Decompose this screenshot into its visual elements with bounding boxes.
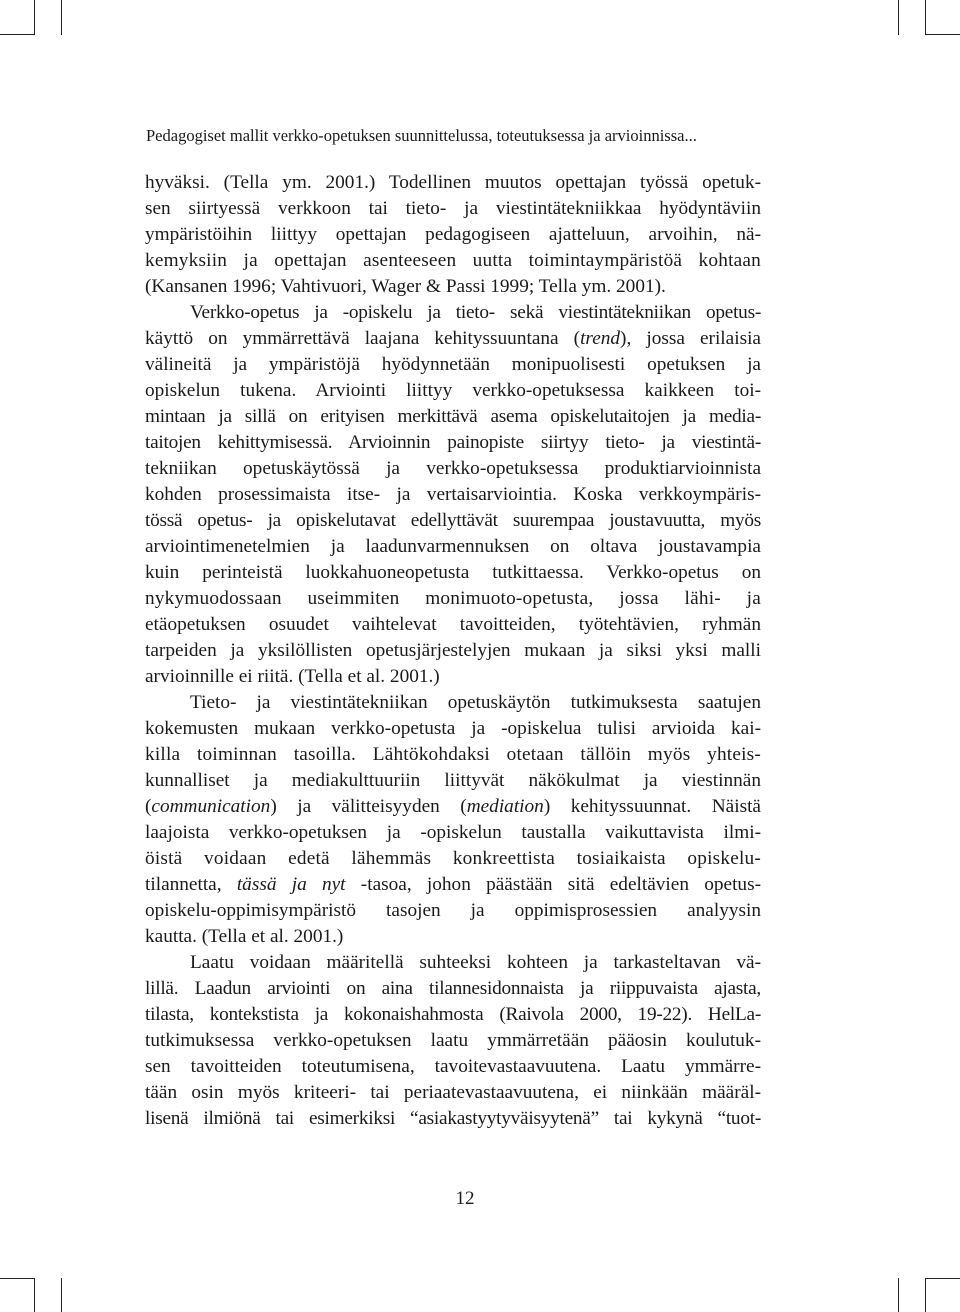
text-line: (communication) ja välitteisyyden (mediation) kehityssuunnat. Näistä [145,796,761,817]
text-line: taitojen kehittymisessä. Arvioinnin painopiste siirtyy tieto- ja viestintä- [145,432,761,453]
text-line: kunnalliset ja mediakulttuuriin liittyvät näkökulmat ja viestinnän [145,770,761,791]
text-line: sen siirtyessä verkkoon tai tieto- ja viestintätekniikkaa hyödyntäviin [145,198,761,219]
text-line: tekniikan opetuskäytössä ja verkko-opetuksessa produktiarvioinnista [145,458,761,479]
text-line: Laatu voidaan määritellä suhteeksi kohteen ja tarkasteltavan vä- [190,952,761,973]
text-line: sen tavoitteiden toteutumisena, tavoitevastaavuutena. Laatu ymmärre- [145,1056,761,1077]
text-line: tilasta, kontekstista ja kokonaishahmosta (Raivola 2000, 19-22). HelLa- [145,1004,761,1025]
running-head: Pedagogiset mallit verkko-opetuksen suunnittelussa, toteutuksessa ja arvioinnissa... [146,126,697,145]
text-line: kuin perinteistä luokkahuoneopetusta tutkittaessa. Verkko-opetus on [145,562,761,583]
text-line: tössä opetus- ja opiskelutavat edellyttävät suurempaa joustavuutta, myös [145,510,761,531]
text-line: tilannetta, tässä ja nyt -tasoa, johon päästään sitä edeltävien opetus- [145,874,761,895]
text-line: tarpeiden ja yksilöllisten opetusjärjestelyjen mukaan ja siksi yksi malli [145,640,761,661]
text-line: laajoista verkko-opetuksen ja -opiskelun taustalla vaikuttavista ilmi- [145,822,761,843]
text-line: hyväksi. (Tella ym. 2001.) Todellinen muutos opettajan työssä opetuk- [145,172,761,193]
text-line: nykymuodossaan useimmiten monimuoto-opetusta, jossa lähi- ja [145,588,761,609]
text-line: opiskelu-oppimisympäristö tasojen ja oppimisprosessien analyysin [145,900,761,921]
text-line: käyttö on ymmärrettävä laajana kehityssuuntana (trend), jossa erilaisia [145,328,761,349]
text-line: arvioinnille ei riitä. (Tella et al. 2001.) [145,666,440,687]
text-line: arviointimenetelmien ja laadunvarmennuksen on oltava joustavampia [145,536,761,557]
text-line: välineitä ja ympäristöjä hyödynnetään monipuolisesti opetuksen ja [145,354,761,375]
text-line: Verkko-opetus ja -opiskelu ja tieto- sekä viestintätekniikan opetus- [190,302,761,323]
text-line: ympäristöihin liittyy opettajan pedagogiseen ajatteluun, arvoihin, nä- [145,224,761,245]
text-line: killa toiminnan tasoilla. Lähtökohdaksi otetaan tällöin myös yhteis- [145,744,761,765]
text-line: tään osin myös kriteeri- tai periaatevastaavuutena, ei niinkään määräl- [145,1082,761,1103]
text-line: öistä voidaan edetä lähemmäs konkreettista tosiaikaista opiskelu- [145,848,761,869]
text-line: etäopetuksen osuudet vaihtelevat tavoitteiden, työtehtävien, ryhmän [145,614,761,635]
text-line: mintaan ja sillä on erityisen merkittävä asema opiskelutaitojen ja media- [145,406,761,427]
text-line: kautta. (Tella et al. 2001.) [145,926,344,947]
text-line: lisenä ilmiönä tai esimerkiksi “asiakastyytyväisyytenä” tai kykynä “tuot- [145,1108,761,1129]
text-line: kemyksiin ja opettajan asenteeseen uutta toimintaympäristöä kohtaan [145,250,761,271]
text-line: lillä. Laadun arviointi on aina tilannesidonnaista ja riippuvaista ajasta, [145,978,761,999]
text-line: kohden prosessimaista itse- ja vertaisarviointia. Koska verkkoympäris- [145,484,761,505]
text-line: (Kansanen 1996; Vahtivuori, Wager & Passi 1999; Tella ym. 2001). [145,276,666,297]
text-line: kokemusten mukaan verkko-opetusta ja -opiskelua tulisi arvioida kai- [145,718,761,739]
text-line: Tieto- ja viestintätekniikan opetuskäytön tutkimuksesta saatujen [190,692,761,713]
text-line: opiskelun tukena. Arviointi liittyy verkko-opetuksessa kaikkeen toi- [145,380,761,401]
text-line: tutkimuksessa verkko-opetuksen laatu ymmärretään pääosin koulutuk- [145,1030,761,1051]
page-number: 12 [455,1188,475,1209]
